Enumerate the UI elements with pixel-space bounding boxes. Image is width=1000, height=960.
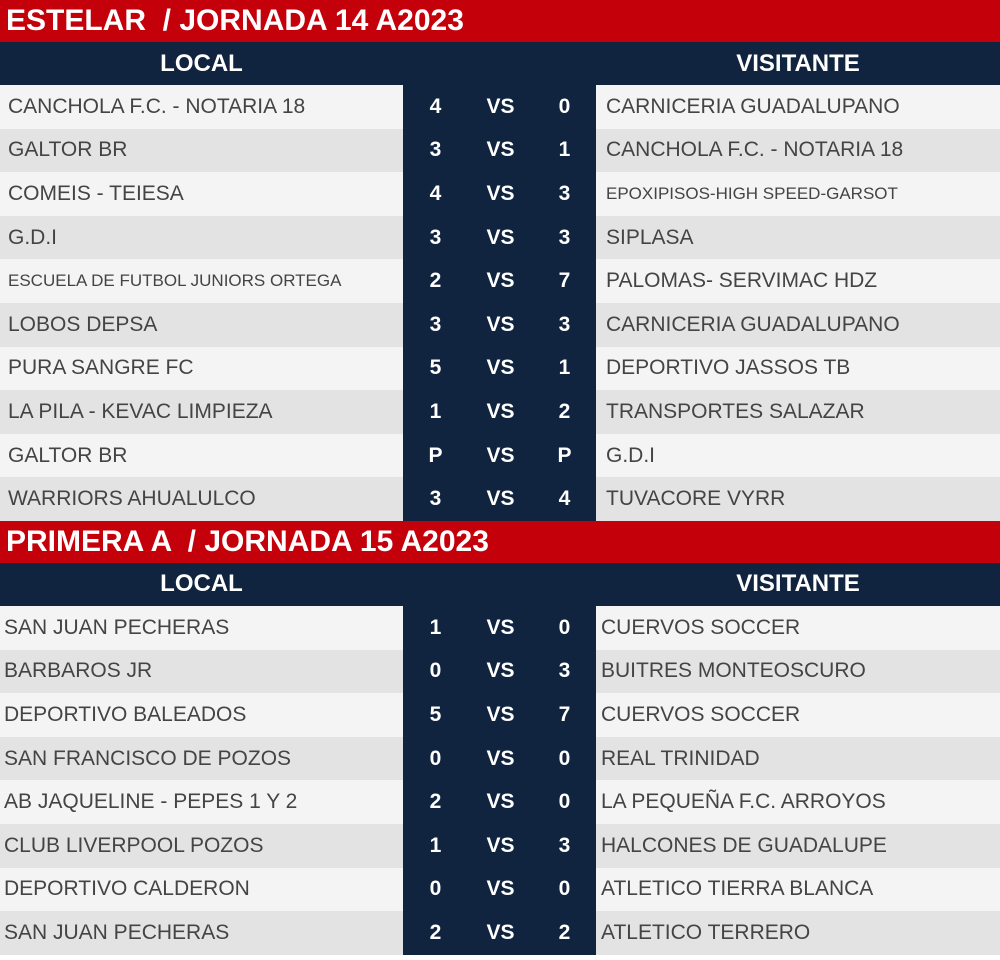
match-row (0, 303, 1000, 347)
home-team: COMEIS - TEIESA (0, 172, 403, 216)
score-box (403, 780, 596, 824)
home-score: 1 (429, 833, 442, 857)
away-team: ATLETICO TERRERO (596, 911, 1000, 955)
away-score: 3 (558, 181, 571, 205)
match-row (0, 216, 1000, 260)
vs-label: VS (486, 487, 515, 511)
home-team: DEPORTIVO CALDERON (0, 868, 403, 912)
away-score: 0 (558, 790, 571, 814)
away-team: EPOXIPISOS-HIGH SPEED-GARSOT (596, 172, 1000, 216)
match-row (0, 347, 1000, 391)
home-score: 3 (429, 487, 442, 511)
match-row (0, 737, 1000, 781)
away-team: DEPORTIVO JASSOS TB (596, 347, 1000, 391)
home-score: 3 (429, 312, 442, 336)
match-row (0, 606, 1000, 650)
away-score: 0 (558, 94, 571, 118)
home-team: CLUB LIVERPOOL POZOS (0, 824, 403, 868)
away-score: 1 (558, 138, 571, 162)
vs-label: VS (486, 269, 515, 293)
section-title: PRIMERA A / JORNADA 15 A2023 (0, 521, 1000, 563)
away-team: PALOMAS- SERVIMAC HDZ (596, 259, 1000, 303)
match-row (0, 172, 1000, 216)
match-row (0, 129, 1000, 173)
home-score: 4 (429, 94, 442, 118)
score-box (403, 606, 596, 650)
vs-label: VS (486, 702, 515, 726)
away-team: CUERVOS SOCCER (596, 693, 1000, 737)
vs-label: VS (486, 443, 515, 467)
vs-label: VS (486, 659, 515, 683)
home-score: 2 (429, 790, 442, 814)
vs-label: VS (486, 920, 515, 944)
away-score: P (557, 443, 572, 467)
away-score: 0 (558, 746, 571, 770)
away-team: CARNICERIA GUADALUPANO (596, 303, 1000, 347)
home-team: BARBAROS JR (0, 650, 403, 694)
match-row (0, 868, 1000, 912)
home-team: GALTOR BR (0, 434, 403, 478)
match-row (0, 390, 1000, 434)
away-score: 0 (558, 877, 571, 901)
score-box (403, 85, 596, 129)
vs-label: VS (486, 312, 515, 336)
away-team: LA PEQUEÑA F.C. ARROYOS (596, 780, 1000, 824)
home-score: 5 (429, 356, 442, 380)
match-row (0, 477, 1000, 521)
away-score: 4 (558, 487, 571, 511)
match-row (0, 824, 1000, 868)
vs-label: VS (486, 790, 515, 814)
column-header (0, 563, 1000, 606)
vs-label: VS (486, 615, 515, 639)
match-row (0, 650, 1000, 694)
visitante-header: VISITANTE (736, 570, 860, 598)
score-box (403, 477, 596, 521)
home-team: LOBOS DEPSA (0, 303, 403, 347)
away-team: ATLETICO TIERRA BLANCA (596, 868, 1000, 912)
home-score: 1 (429, 399, 442, 423)
away-team: SIPLASA (596, 216, 1000, 260)
away-score: 1 (558, 356, 571, 380)
home-score: 0 (429, 746, 442, 770)
away-score: 7 (558, 702, 571, 726)
away-score: 3 (558, 833, 571, 857)
score-box (403, 693, 596, 737)
away-team: TRANSPORTES SALAZAR (596, 390, 1000, 434)
home-team: CANCHOLA F.C. - NOTARIA 18 (0, 85, 403, 129)
away-team: CUERVOS SOCCER (596, 606, 1000, 650)
score-box (403, 737, 596, 781)
home-score: 0 (429, 659, 442, 683)
vs-label: VS (486, 94, 515, 118)
home-team: SAN JUAN PECHERAS (0, 911, 403, 955)
home-score: 5 (429, 702, 442, 726)
match-list (0, 85, 1000, 521)
match-list (0, 606, 1000, 955)
away-team: TUVACORE VYRR (596, 477, 1000, 521)
away-team: CARNICERIA GUADALUPANO (596, 85, 1000, 129)
vs-label: VS (486, 399, 515, 423)
score-box (403, 390, 596, 434)
match-row (0, 911, 1000, 955)
score-box (403, 129, 596, 173)
local-header: LOCAL (160, 570, 243, 598)
match-row (0, 85, 1000, 129)
vs-label: VS (486, 877, 515, 901)
away-team: BUITRES MONTEOSCURO (596, 650, 1000, 694)
score-box (403, 259, 596, 303)
score-box (403, 434, 596, 478)
score-box (403, 216, 596, 260)
match-row (0, 780, 1000, 824)
away-team: REAL TRINIDAD (596, 737, 1000, 781)
match-row (0, 693, 1000, 737)
home-score: 1 (429, 615, 442, 639)
away-team: G.D.I (596, 434, 1000, 478)
section-primera-a (0, 521, 1000, 955)
local-header: LOCAL (160, 49, 243, 77)
vs-label: VS (486, 138, 515, 162)
match-row (0, 434, 1000, 478)
score-box (403, 824, 596, 868)
home-score: 2 (429, 920, 442, 944)
home-team: PURA SANGRE FC (0, 347, 403, 391)
score-box (403, 911, 596, 955)
home-team: SAN FRANCISCO DE POZOS (0, 737, 403, 781)
home-team: ESCUELA DE FUTBOL JUNIORS ORTEGA (0, 259, 403, 303)
home-team: G.D.I (0, 216, 403, 260)
away-score: 3 (558, 225, 571, 249)
away-score: 3 (558, 312, 571, 336)
home-score: 2 (429, 269, 442, 293)
home-score: 0 (429, 877, 442, 901)
home-team: LA PILA - KEVAC LIMPIEZA (0, 390, 403, 434)
score-box (403, 303, 596, 347)
score-box (403, 172, 596, 216)
score-box (403, 650, 596, 694)
section-title: ESTELAR / JORNADA 14 A2023 (0, 0, 1000, 42)
vs-label: VS (486, 225, 515, 249)
column-header (0, 42, 1000, 85)
visitante-header: VISITANTE (736, 49, 860, 77)
away-score: 0 (558, 615, 571, 639)
home-team: SAN JUAN PECHERAS (0, 606, 403, 650)
match-row (0, 259, 1000, 303)
away-score: 2 (558, 920, 571, 944)
score-box (403, 868, 596, 912)
vs-label: VS (486, 833, 515, 857)
home-team: DEPORTIVO BALEADOS (0, 693, 403, 737)
home-team: WARRIORS AHUALULCO (0, 477, 403, 521)
away-score: 7 (558, 269, 571, 293)
away-score: 2 (558, 399, 571, 423)
away-score: 3 (558, 659, 571, 683)
home-score: 3 (429, 138, 442, 162)
score-box (403, 347, 596, 391)
home-team: GALTOR BR (0, 129, 403, 173)
vs-label: VS (486, 746, 515, 770)
vs-label: VS (486, 356, 515, 380)
vs-label: VS (486, 181, 515, 205)
home-score: P (428, 443, 443, 467)
away-team: CANCHOLA F.C. - NOTARIA 18 (596, 129, 1000, 173)
away-team: HALCONES DE GUADALUPE (596, 824, 1000, 868)
home-score: 4 (429, 181, 442, 205)
home-score: 3 (429, 225, 442, 249)
home-team: AB JAQUELINE - PEPES 1 Y 2 (0, 780, 403, 824)
